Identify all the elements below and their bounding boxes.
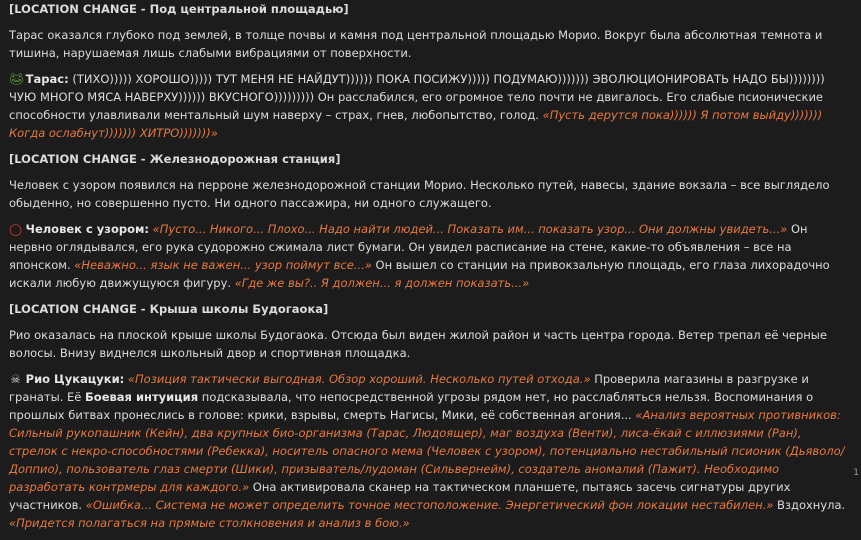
chat-log bbox=[9, 0, 851, 540]
scroll-marker: 1 bbox=[853, 468, 859, 478]
narration-paragraph: Рио оказалась на плоской крыше школы Будогаока. Отсюда был виден жилой район и часть центра города. Ветер трепал её черные волосы. Внизу виднелся школьный двор и спортивная площадка. bbox=[9, 328, 827, 360]
location-header-station: [LOCATION CHANGE - Железнодорожная станция] bbox=[9, 152, 341, 166]
narration-paragraph: Человек с узором появился на перроне железнодорожной станции Морио. Несколько путей, навесы, здание вокзала – все выглядело обыденно, но совершенно пусто. Ни одного пассажира, ни одного служащего. bbox=[9, 178, 830, 210]
speaker-name: Тарас: bbox=[25, 72, 69, 86]
character-message-rio bbox=[9, 370, 851, 532]
thought-quote: «Неважно... язык не важен... узор поймут все...» bbox=[74, 258, 372, 272]
character-message-pattern-man bbox=[9, 220, 851, 292]
thought-quote: «Где же вы?.. Я должен... я должен показать...» bbox=[234, 276, 530, 290]
narration-text: Он вышел со станции на привокзальную площадь, его глаза лихорадочно искали любую движущуюся фигуру. bbox=[9, 258, 830, 290]
narration-text: подсказывала, что непосредственной угрозы рядом нет, но расслабляться нельзя. Воспоминания о прошлых битвах пронеслись в голове: крики, взрывы, смерть Нагисы, Мики, её собственная агония... bbox=[9, 390, 814, 422]
thought-quote: «Позиция тактически выгодная. Обзор хороший. Несколько путей отхода.» bbox=[127, 372, 591, 386]
speaker-name: Человек с узором: bbox=[25, 222, 149, 236]
narration-text: Проверила магазины в разгрузке и гранаты. Её bbox=[9, 372, 809, 404]
narration-text: Он нервно оглядывался, его рука судорожно сжимала лист бумаги. Он увидел расписание на стене, какие-то объявления – все на японском. bbox=[9, 222, 808, 272]
location-header-school-roof: [LOCATION CHANGE - Крыша школы Будогаока] bbox=[9, 302, 329, 316]
thought-quote: «Придется полагаться на прямые столкновения и анализ в бою.» bbox=[9, 516, 410, 530]
narration-paragraph: Тарас оказался глубоко под землей, в толще почвы и камня под центральной площадью Морио. Вокруг была абсолютная темнота и тишина, нарушаемая лишь слабыми вибрациями от поверхности. bbox=[9, 28, 823, 60]
skull-icon: ☠ bbox=[10, 372, 21, 386]
skill-name: Боевая интуиция bbox=[85, 390, 199, 404]
thought-quote: «Пусть дерутся пока)))))) Я потом выйду))))))) Когда ослабнут))))))) ХИТРО)))))))» bbox=[9, 108, 823, 140]
location-header-underground: [LOCATION CHANGE - Под центральной площадью] bbox=[9, 2, 349, 16]
character-message-taras bbox=[9, 70, 851, 142]
speaker-name: Рио Цукацуки: bbox=[25, 372, 125, 386]
thought-quote: «Ошибка... Система не может определить точное местоположение. Энергетический фон локации нестабилен.» bbox=[85, 498, 774, 512]
thought-quote: «Пусто... Никого... Плохо... Надо найти людей... Показать им... показать узор... Они должны увидеть...» bbox=[152, 222, 788, 236]
frog-icon: 🐸︎ bbox=[9, 72, 24, 86]
thought-quote: «Анализ вероятных противников: Сильный рукопашник (Кейн), два крупных био-организма (Тарас, Людоящер), маг воздуха (Венти), лиса-ёкай с иллюзиями (Ран), стрелок с некро-способностями (Ребекка), носитель опасного мема (Человек с узором), потенциально нестабильный псионик (Дьяволо/Доппио), пользователь глаз смерти (Шики), призыватель/лудоман (Сильвернейм), создатель аномалий (Пажит). Необходимо разработать контрмеры для каждого.» bbox=[9, 408, 845, 494]
narration-text: Он расслабился, его огромное тело почти не двигалось. Его слабые псионические способности улавливали ментальный шум наверху – страх, гнев, любопытство, голод. bbox=[9, 90, 823, 122]
red-circle-icon: ◯ bbox=[9, 222, 22, 236]
speech-text: (ТИХО))))) ХОРОШО))))) ТУТ МЕНЯ НЕ НАЙДУТ)))))) ПОКА ПОСИЖУ))))) ПОДУМАЮ))))))) ЭВОЛЮЦИОНИРОВАТЬ НАДО БЫ)))))))) ЧУЮ МНОГО МЯСА НАВЕРХУ)))))) ВКУСНОГО))))))))) bbox=[9, 72, 825, 104]
narration-text: Вздохнула. bbox=[773, 498, 846, 512]
narration-text: Она активировала сканер на тактическом планшете, пытаясь засечь сигнатуры других участников. bbox=[9, 480, 791, 512]
